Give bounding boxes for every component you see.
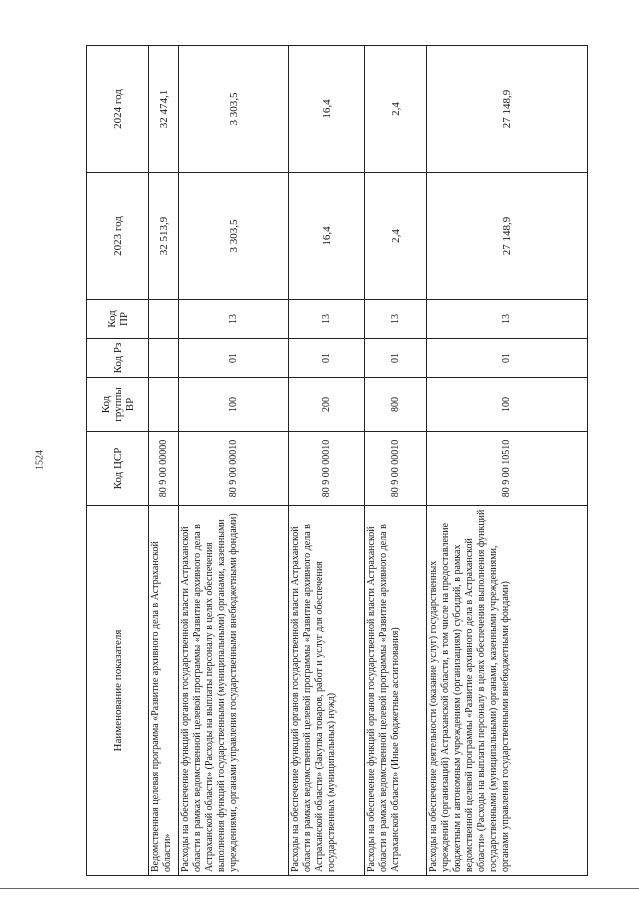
- bottom-rule: [0, 888, 639, 889]
- row-2023: 16,4: [289, 173, 365, 300]
- row-pr: 13: [179, 300, 289, 339]
- row-2024: 16,4: [289, 46, 365, 173]
- row-2023: 2,4: [365, 173, 427, 300]
- row-csr: 80 9 00 00010: [179, 432, 289, 506]
- row-2024: 27 148,9: [427, 46, 588, 173]
- row-vr: 100: [179, 378, 289, 432]
- table-row: [427, 46, 588, 876]
- header-rz: Код Рз: [87, 339, 149, 378]
- row-2023: 32 513,9: [149, 173, 179, 300]
- row-vr: 100: [427, 378, 588, 432]
- row-2024: 2,4: [365, 46, 427, 173]
- row-2023: 3 303,5: [179, 173, 289, 300]
- table-row: [149, 46, 179, 876]
- budget-table: [86, 45, 588, 876]
- row-csr: 80 9 00 10510: [427, 432, 588, 506]
- row-csr: 80 9 00 00010: [365, 432, 427, 506]
- row-pr: [149, 300, 179, 339]
- row-rz: [149, 339, 179, 378]
- header-2023: 2023 год: [87, 173, 149, 300]
- row-rz: 01: [289, 339, 365, 378]
- row-name: Расходы на обеспечение функций органов государственной власти Астраханской области в рамках ведомственной целевой программы «Развитие архивного дела в Астраханской области» (Расходы на выплаты персоналу в целях обеспечения выполнения функций государственными (муниципальными) органами, казенными учреждениями, органами управления государственными внебюджетными фондами): [179, 506, 289, 876]
- row-2024: 32 474,1: [149, 46, 179, 173]
- row-csr: 80 9 00 00000: [149, 432, 179, 506]
- page-number: 1524: [34, 450, 46, 470]
- row-pr: 13: [427, 300, 588, 339]
- header-pr: Код ПР: [87, 300, 149, 339]
- row-rz: 01: [427, 339, 588, 378]
- row-2023: 27 148,9: [427, 173, 588, 300]
- header-name: Наименование показателя: [87, 506, 149, 876]
- header-2024: 2024 год: [87, 46, 149, 173]
- row-name: Ведомственная целевая программа «Развитие архивного дела в Астраханской области»: [149, 506, 179, 876]
- row-name: Расходы на обеспечение функций органов государственной власти Астраханской области в рамках ведомственной целевой программы «Развитие архивного дела в Астраханской области» (Закупка товаров, работ и услуг для обеспечения государственных (муниципальных) нужд): [289, 506, 365, 876]
- rotated-table-container: [86, 46, 587, 876]
- row-2024: 3 303,5: [179, 46, 289, 173]
- row-csr: 80 9 00 00010: [289, 432, 365, 506]
- row-name: Расходы на обеспечение функций органов государственной власти Астраханской области в рамках ведомственной целевой программы «Развитие архивного дела в Астраханской области» (Иные бюджетные ассигнования): [365, 506, 427, 876]
- header-csr: Код ЦСР: [87, 432, 149, 506]
- row-pr: 13: [289, 300, 365, 339]
- header-vr: Код группы ВР: [87, 378, 149, 432]
- row-rz: 01: [179, 339, 289, 378]
- row-pr: 13: [365, 300, 427, 339]
- row-vr: [149, 378, 179, 432]
- row-vr: 200: [289, 378, 365, 432]
- row-name: Расходы на обеспечение деятельности (оказание услуг) государственных учреждений (организаций) Астраханской области, в том числе на предоставление бюджетным и автономным учреждениям (организациям) субсидий, в рамках ведомственной целевой программы «Развитие архивного дела в Астраханской области» (Расходы на выплаты персоналу в целях обеспечения выполнения функций государственными (муниципальными) органами, казенными учреждениями, органами управления государственными внебюджетными фондами): [427, 506, 588, 876]
- table-row: [179, 46, 289, 876]
- row-rz: 01: [365, 339, 427, 378]
- table-header-row: [87, 46, 149, 876]
- row-vr: 800: [365, 378, 427, 432]
- table-row: [365, 46, 427, 876]
- table-row: [289, 46, 365, 876]
